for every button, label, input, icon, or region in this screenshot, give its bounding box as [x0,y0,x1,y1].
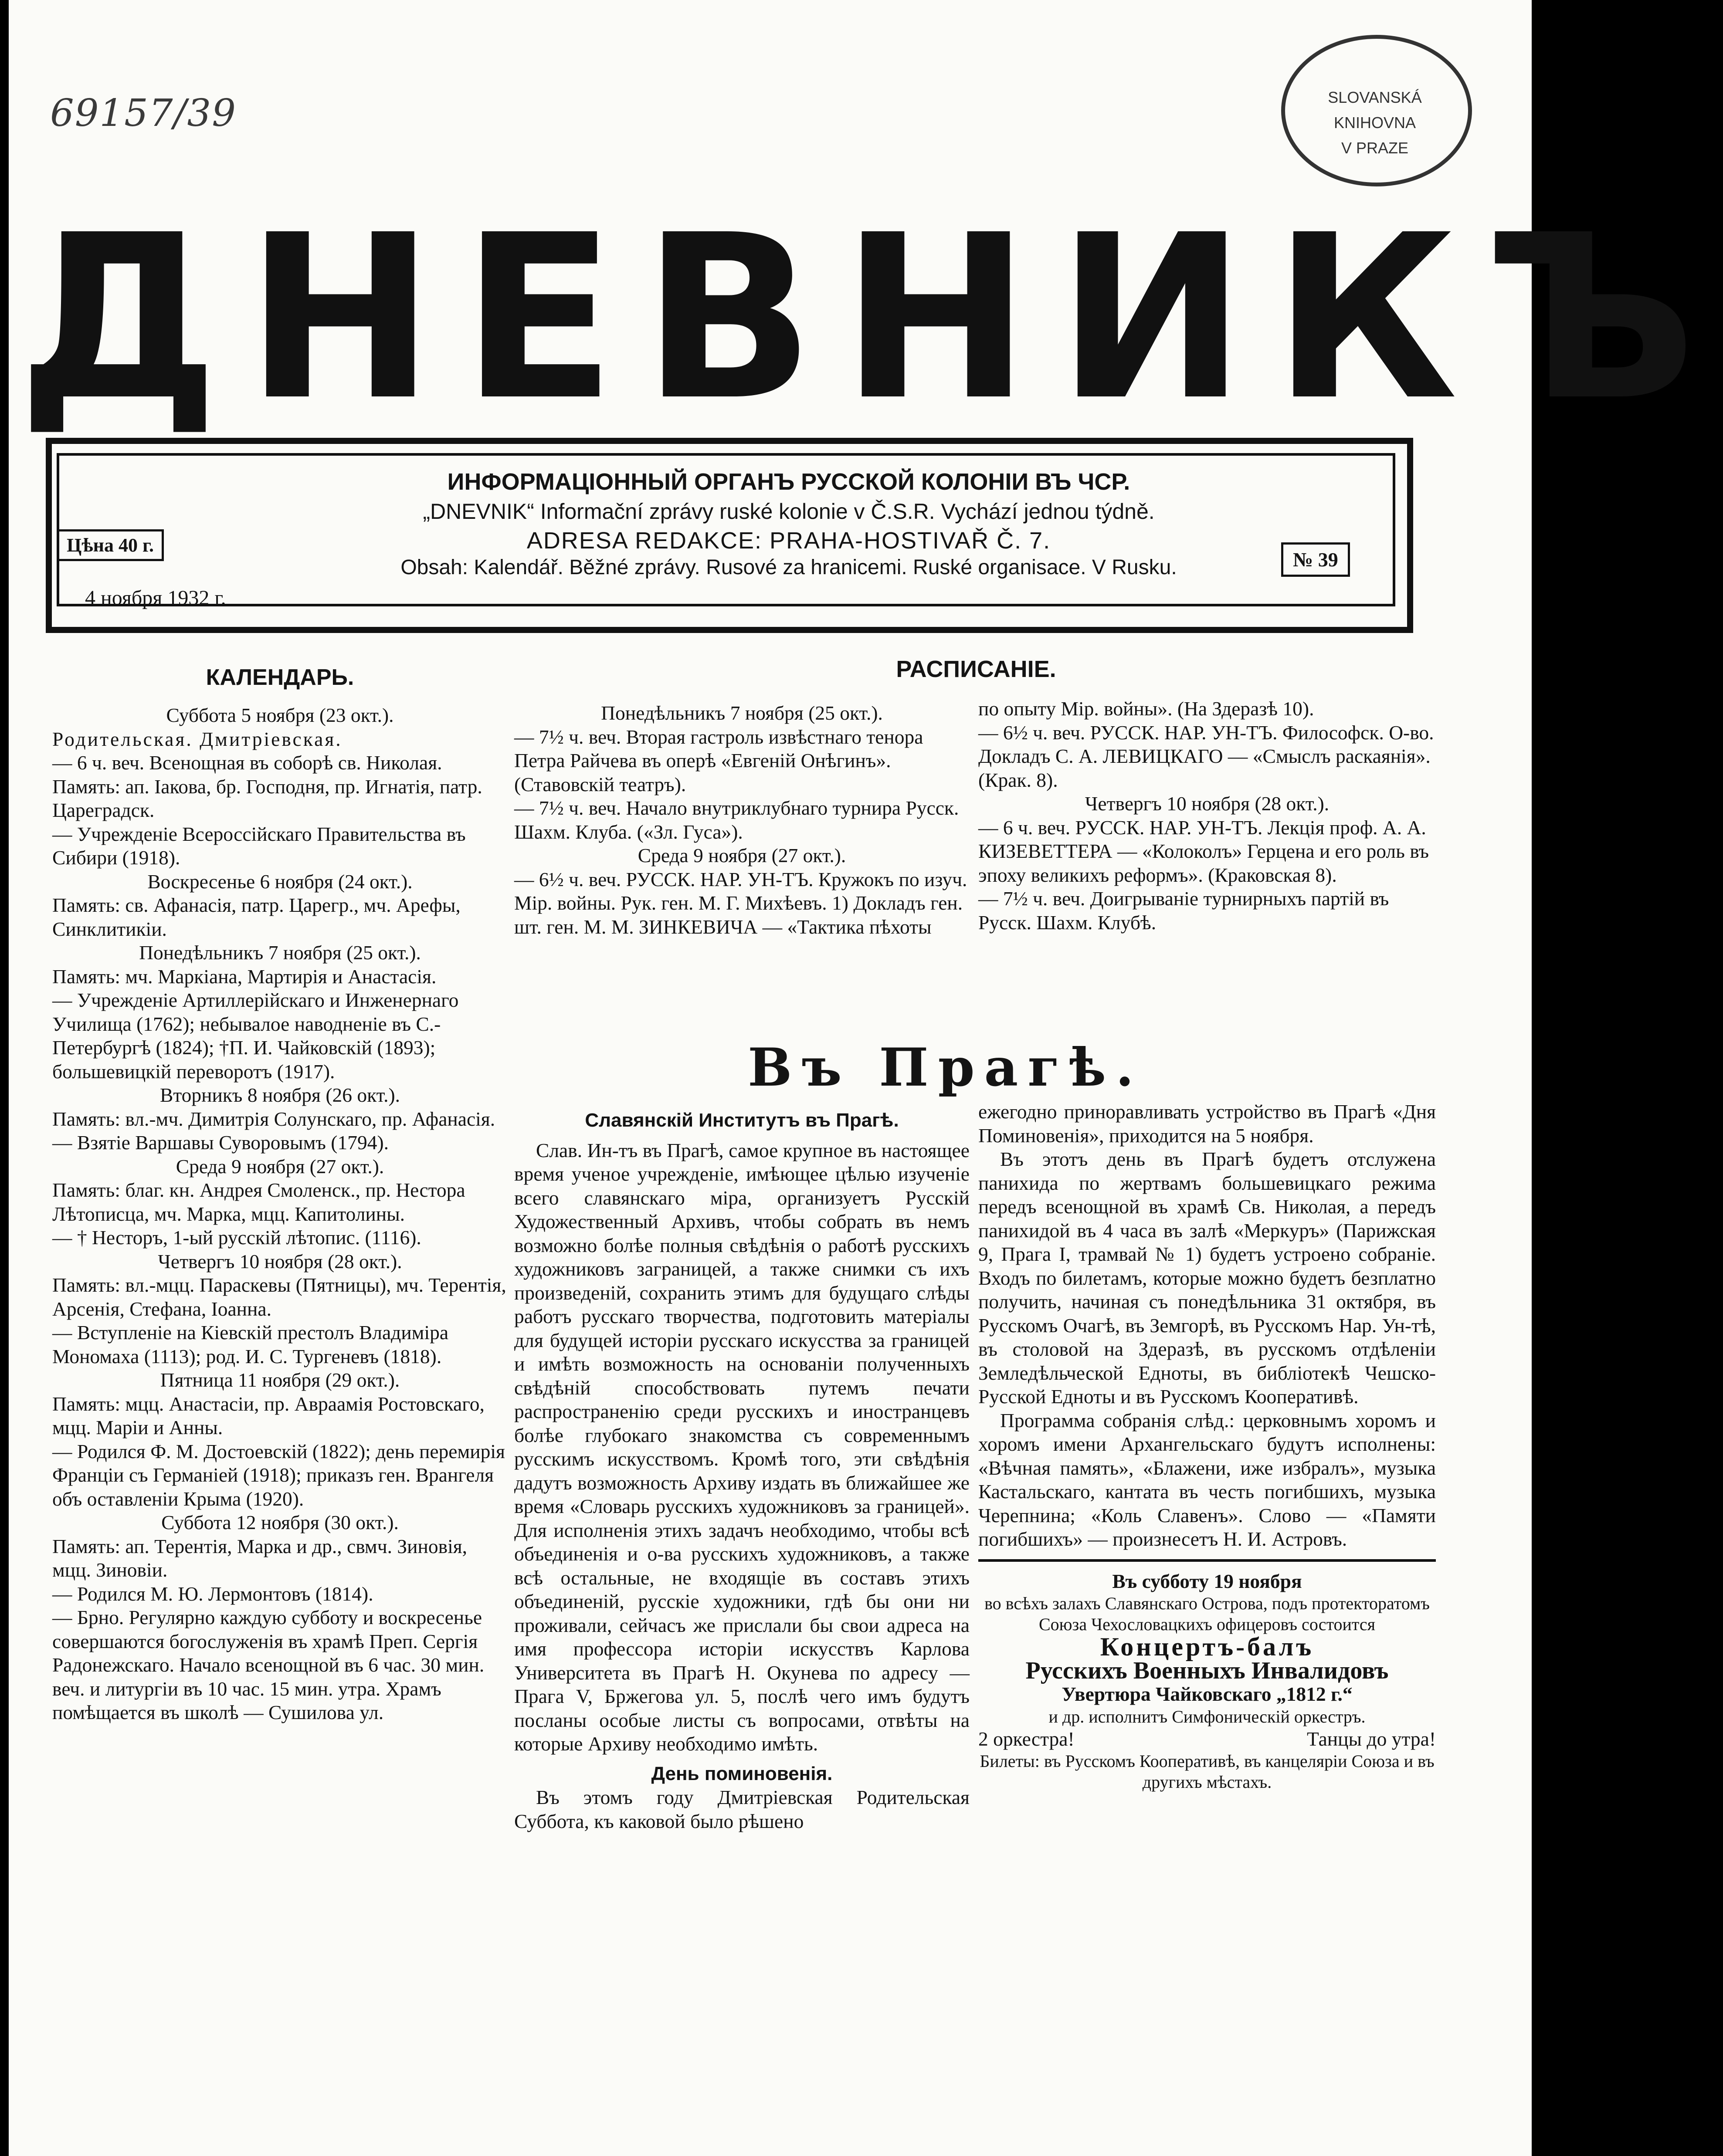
prague-section-title: Въ Прагѣ. [748,1037,1143,1098]
memorial-article-cont: ежегодно приноравливать устройство въ Прагѣ «Дня Поминовенiя», приходится на 5 ноября. [978,1100,1436,1147]
header-line-1: ИНФОРМАЦIОННЫЙ ОРГАНЪ РУССКОЙ КОЛОНIИ ВЪ ЧСР. [447,469,1130,495]
stamp-line: KNIHOVNA [1333,114,1416,132]
date-heading: Среда 9 ноября (27 окт.). [638,844,846,866]
price-box: Цѣна 40 г. [57,529,164,561]
masthead-title: ДНЕВНИКЪ [17,186,1723,450]
text-line: Память: вл.-мч. Димитрiя Солунскаго, пр. Афанасiя. [52,1107,495,1130]
concert-date: Въ субботу 19 ноября [1112,1570,1302,1592]
text-line: Память: благ. кн. Андрея Смоленск., пр. Нестора Лѣтописца, мч. Марка, мцц. Капитолины. [52,1179,465,1225]
memorial-heading: День поминовенiя. [651,1763,833,1784]
concert-highlights [978,1727,1436,1751]
text-line: по опыту Мiр. войны». (На Здеразѣ 10). [978,697,1314,720]
schedule-title: РАСПИСАНIЕ. [896,656,1056,682]
text-line: — Взятiе Варшавы Суворовымъ (1794). [52,1131,389,1154]
text-line: Память: св. Афанасiя, патр. Цaрегр., мч. Арефы, Синклитикiи. [52,894,461,940]
concert-title: Концертъ-балъ [1100,1632,1314,1661]
concert-orchestra: и др. исполнитъ Симфоническiй оркестръ. [1048,1706,1366,1726]
text-line: — 6 ч. веч. РУССК. НАР. УН-ТЪ. Лекцiя проф. А. А. КИЗЕВЕТТЕРА — «Колоколъ» Герцена и его роль въ эпоху великихъ реформъ». (Краковская 8). [978,816,1429,886]
text-line: — Учрежденiе Всероссiйскаго Правительства въ Сибири (1918). [52,822,466,869]
newspaper-page [9,0,1723,2156]
text-line: — 7½ ч. веч. Вторая гастроль извѣстнаго тенора Петра Райчева въ оперѣ «Евгенiй Онѣгинъ». (Ставовскiй театръ). [514,725,923,795]
text-line: — † Несторъ, 1-ый русскiй лѣтопис. (1116). [52,1226,421,1249]
date-heading: Четвергъ 10 ноября (28 окт.). [158,1250,402,1273]
date-heading: Воскресенье 6 ноября (24 окт.). [147,870,413,893]
library-stamp-text [1309,85,1440,161]
memorial-article-start: Въ этомъ году Дмитрiевская Родительская Суббота, къ каковой было рѣшено [514,1786,970,1832]
date-heading: Среда 9 ноября (27 окт.). [176,1155,384,1178]
date-heading: Понедѣльникъ 7 ноября (25 окт.). [139,941,421,964]
text-line: — Вступленiе на Кiевскiй престолъ Владимiра Мономаха (1113); род. И. С. Тургеневъ (1818). [52,1321,449,1367]
text-line: Родительская. Дмитрiевская. [52,728,343,750]
handwritten-note: 69157/39 [50,91,237,135]
text-line: — Брно. Регулярно каждую субботу и воскресенье совершаются богослуженiя въ храмѣ Преп. Сергiя Радонежскаго. Начало всенощной въ 6 час. 30 мин. веч. и литургiи въ 10 час. 15 мин. утра. Храмъ помѣщается въ школѣ — Сушилова ул. [52,1606,485,1723]
concert-dances: Танцы до утра! [1306,1727,1436,1750]
date-heading: Вторникъ 8 ноября (26 окт.). [160,1084,400,1106]
concert-overture: Увертюра Чайковскаго „1812 г.“ [1062,1683,1353,1705]
date-heading: Понедѣльникъ 7 ноября (25 окт.). [601,702,883,724]
text-line: Память: мцц. Анастасiи, пр. Авраамiя Ростовскаго, мцц. Марiи и Анны. [52,1392,485,1438]
header-line-2: „DNEVNIK“ Informační zprávy ruské kolonie v Č.S.R. Vychází jednou týdně. [423,499,1155,524]
text-line: Память: вл.-мцц. Параскевы (Пятницы), мч. Терентiя, Арсенiя, Стефана, Iоанна. [52,1274,506,1320]
text-line: — Родился Ф. М. Достоевскiй (1822); день перемирiя Францiи съ Германiей (1918); приказъ ген. Врангеля объ оставленiи Крыма (1920). [52,1440,505,1510]
issue-number-box: № 39 [1281,542,1350,577]
concert-advertisement [978,1570,1436,1793]
text-line: — Учрежденiе Артиллерiйскаго и Инженернаго Училища (1762); небывалое наводненiе въ С.-Петербургѣ (1824); †П. И. Чайковскiй (1893); большевицкiй переворотъ (1917). [52,989,459,1083]
institute-article: Слав. Ин-тъ въ Прагѣ, самое крупное въ настоящее время ученое учрежденiе, имѣющее цѣлью изученiе всего славянскаго мiра, организуетъ Русскiй Художественный Архивъ, чтобы собрать въ немъ возможно болѣе полныя свѣдѣнiя о работѣ русскихъ художниковъ заграницей, а также снимки съ ихъ произведенiй, сохранить этимъ для будущаго слѣды работъ русскаго творчества, подготовить матерiалы для будущей исторiи русскаго искусства за границей и имѣть возможность на основанiи полученныхъ свѣдѣнiй способствовать путемъ печати распространенiю среди русскихъ и иностранцевъ болѣе глубокаго знакомства съ современнымъ русскимъ искусствомъ. Кромѣ того, эти свѣдѣнiя дадутъ возможность Архиву издать въ ближайшее же время «Словарь русскихъ художниковъ за границей». Для исполненiя этихъ задачъ необходимо, чтобы всѣ объединенiя и о-ва русскихъ художниковъ, а также всѣ остальные, не входящiе въ составъ этихъ объединенiй, русскiе художники, гдѣ бы они ни проживали, сейчасъ же прислали бы свои адреса на имя профессора исторiи искусствъ Карлова Университета въ Прагѣ Н. Окунева по адресу — Прага V, Бржегова ул. 5, послѣ чего имъ будутъ посланы особые листы съ вопросами, отвѣты на которые Архиву необходимо имѣть. [514,1139,970,1755]
institute-heading: Славянскiй Институтъ въ Прагѣ. [585,1110,899,1131]
text-line: — 6½ ч. веч. РУССК. НАР. УН-ТЪ. Философск. О-во. Докладъ С. А. ЛЕВИЦКАГО — «Смыслъ раскаянiя». (Крак. 8). [978,721,1434,791]
stamp-line: SLOVANSKÁ [1328,88,1422,106]
memorial-article-service: Въ этотъ день въ Прагѣ будетъ отслужена панихида по жертвамъ большевицкаго режима передъ всенощной въ храмѣ Св. Николая, а передъ панихидой въ 4 часа въ залѣ «Меркуръ» (Парижская 9, Прага I, трамвай № 1) будетъ устроено собранiе. Входъ по билетамъ, которые можно будетъ безплатно получить, начиная съ понедѣльника 31 октября, въ Русскомъ Очагѣ, въ Земгорѣ, въ Русскомъ Нар. Ун-тѣ, въ столовой на Здеразѣ, въ русскомъ отдѣленiи Земледѣльческой Едноты, въ библiотекѣ Чешско-Русской Едноты и въ Русскомъ Кооперативѣ. [978,1148,1436,1408]
calendar-title: КАЛЕНДАРЬ. [206,665,354,690]
memorial-article-program: Программа собранiя слѣд.: церковнымъ хоромъ и хоромъ имени Архангельскаго будутъ исполнены: «Вѣчная память», «Блажени, иже избралъ», музыка Кастальскаго, кантата въ честь погибшихъ, музыка Черепнина; «Коль Славенъ». Слово — «Памяти погибшихъ» — произнесетъ Н. И. Астровъ. [978,1409,1436,1550]
concert-subtitle: Русскихъ Военныхъ Инвалидовъ [1025,1657,1389,1684]
schedule-column-2 [514,701,970,939]
schedule-column-3 [978,697,1436,934]
date-heading: Пятница 11 ноября (29 окт.). [160,1369,400,1391]
text-line: — 7½ ч. веч. Доигрыванiе турнирныхъ партiй въ Русск. Шахм. Клубѣ. [978,887,1389,934]
text-line: Память: ап. Iакова, бр. Господня, пр. Игнатiя, патр. Цареградск. [52,775,482,821]
text-line: — Родился М. Ю. Лермонтовъ (1814). [52,1582,373,1605]
date-heading: Четвергъ 10 ноября (28 окт.). [1085,792,1330,815]
header-line-4: Obsah: Kalendář. Běžné zprávy. Rusové za hranicemi. Ruské organisace. V Rusku. [400,556,1177,579]
prague-column-3 [978,1100,1436,1793]
text-line: Память: ап. Терентiя, Марка и др., свмч. Зиновiя, мцц. Зиновiи. [52,1535,468,1581]
prague-column-2 [514,1109,970,1833]
concert-orchestras: 2 оркестра! [978,1727,1075,1750]
concert-venue: во всѣхъ залахъ Славянскаго Острова, подъ протекторатомъ Союза Чехословацкихъ офицеровъ состоится [984,1594,1430,1634]
date-heading: Суббота 5 ноября (23 окт.). [166,704,394,726]
stamp-line: V PRAZE [1341,139,1409,157]
concert-tickets: Билеты: въ Русскомъ Кооперативѣ, въ канцелярiи Союза и въ другихъ мѣстахъ. [980,1751,1435,1792]
text-line: — 6½ ч. веч. РУССК. НАР. УН-ТЪ. Кружокъ по изуч. Мiр. войны. Рук. ген. М. Г. Михѣевъ. 1) Докладъ ген. шт. ген. М. М. ЗИНКЕВИЧА — «Тактика пѣхоты [514,868,967,938]
text-line: — 6 ч. веч. Всенощная въ соборѣ св. Николая. [52,751,442,774]
calendar-column [52,704,508,1725]
date-heading: Суббота 12 ноября (30 окт.). [161,1511,399,1533]
issue-date: 4 ноября 1932 г. [85,586,226,609]
text-line: Память: мч. Маркiана, Мартирiя и Анастасiя. [52,965,437,988]
text-line: — 7½ ч. веч. Начало внутриклубнаго турнира Русск. Шахм. Клуба. («Зл. Гуса»). [514,797,959,843]
header-line-3: ADRESA REDAKCE: PRAHA-HOSTIVAŘ Č. 7. [526,528,1051,554]
divider [978,1559,1436,1562]
